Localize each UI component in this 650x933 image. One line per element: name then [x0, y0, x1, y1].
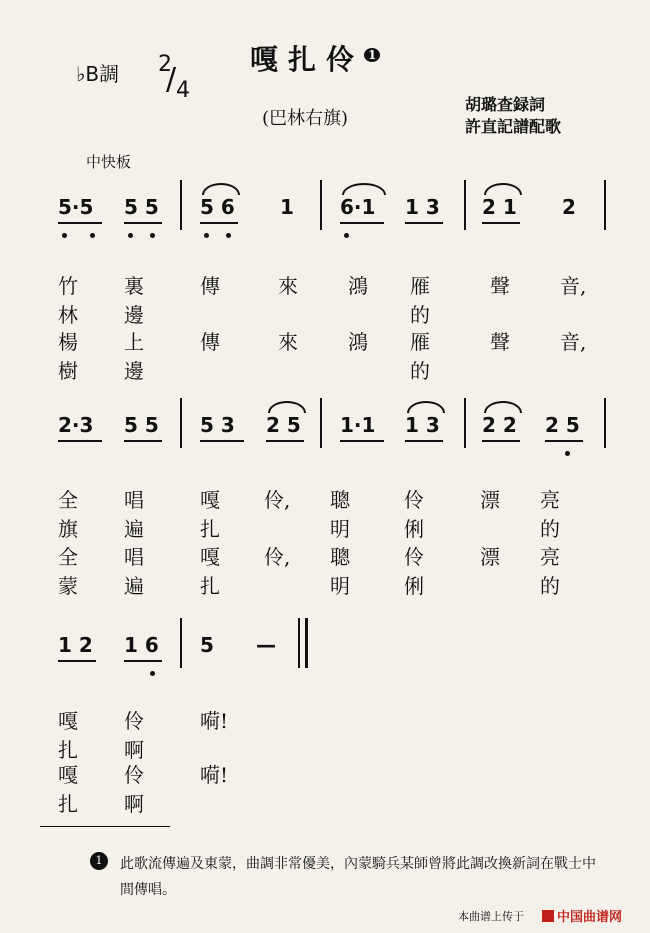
- site-name: 中国曲谱网: [557, 910, 623, 925]
- lyric-syllable: 嗬!: [200, 763, 229, 787]
- bar-line: [180, 180, 182, 230]
- credits-lyricist: 胡璐查録詞: [465, 95, 546, 114]
- note-group: 2 2: [482, 413, 517, 437]
- lyric-syllable: 伶啊: [124, 763, 144, 816]
- lyric-syllable: 聰明: [330, 545, 350, 598]
- note-group: —: [256, 633, 276, 657]
- octave-dot: [226, 233, 231, 238]
- lyric-syllable: 來: [278, 274, 298, 298]
- bar-line: [604, 398, 606, 448]
- time-slash: /: [166, 62, 177, 97]
- octave-dot: [62, 233, 67, 238]
- bar-line: [180, 618, 182, 668]
- lyric-syllable: 聰明: [330, 488, 350, 541]
- note-group: 2 5: [266, 413, 301, 437]
- lyric-syllable: 嘎扎: [58, 709, 78, 762]
- beam: [124, 660, 162, 662]
- lyric-syllable: 伶啊: [124, 709, 144, 762]
- beam: [340, 440, 384, 442]
- note-group: 1 3: [405, 195, 440, 219]
- lyric-syllable: 鴻: [348, 330, 368, 354]
- note-group: 2·3: [58, 413, 94, 437]
- octave-dot: [90, 233, 95, 238]
- beam: [266, 440, 304, 442]
- slur: [342, 183, 386, 195]
- note-group: 6·1: [340, 195, 376, 219]
- note-group: 5: [200, 633, 214, 657]
- lyric-syllable: 伶俐: [404, 545, 424, 598]
- beam: [124, 222, 162, 224]
- title-text: 嘎扎伶: [250, 43, 365, 76]
- bar-line: [464, 180, 466, 230]
- credits-arranger: 許直記譜配歌: [465, 117, 562, 136]
- octave-dot: [204, 233, 209, 238]
- bar-line: [604, 180, 606, 230]
- note-group: 1 2: [58, 633, 93, 657]
- beam: [482, 440, 520, 442]
- slur: [484, 183, 522, 195]
- lyric-syllable: 雁的: [410, 330, 430, 383]
- lyric-syllable: 傳: [200, 330, 220, 354]
- lyric-syllable: 上邊: [124, 330, 144, 383]
- lyric-syllable: 竹林: [58, 274, 78, 327]
- note-group: 5 5: [124, 413, 159, 437]
- note-group: 5 5: [124, 195, 159, 219]
- lyric-syllable: 伶,: [264, 545, 291, 569]
- lyric-syllable: 來: [278, 330, 298, 354]
- octave-dot: [150, 671, 155, 676]
- beam: [200, 222, 238, 224]
- note-group: 2 1: [482, 195, 517, 219]
- beam: [340, 222, 384, 224]
- bar-line: [464, 398, 466, 448]
- lyric-syllable: 亮的: [540, 545, 560, 598]
- note-group: 1: [280, 195, 294, 219]
- bar-line: [320, 398, 322, 448]
- lyric-syllable: 雁的: [410, 274, 430, 327]
- lyric-syllable: 嘎扎: [200, 488, 220, 541]
- lyric-syllable: 漂: [480, 545, 500, 569]
- subtitle: (巴林右旗): [262, 108, 349, 129]
- footnote-ref: 1: [364, 48, 380, 62]
- key-signature: ♭B調: [76, 62, 120, 86]
- lyric-syllable: 嘎扎: [200, 545, 220, 598]
- lyric-syllable: 音,: [560, 330, 587, 354]
- beam: [58, 660, 96, 662]
- lyric-syllable: 傳: [200, 274, 220, 298]
- lyric-syllable: 嗬!: [200, 709, 229, 733]
- beam: [58, 440, 102, 442]
- lyric-syllable: 唱遍: [124, 545, 144, 598]
- octave-dot: [128, 233, 133, 238]
- octave-dot: [565, 451, 570, 456]
- beam: [200, 440, 244, 442]
- time-signature: [158, 52, 190, 103]
- beam: [545, 440, 583, 442]
- lyric-syllable: 伶俐: [404, 488, 424, 541]
- lyric-syllable: 聲: [490, 330, 510, 354]
- bar-line: [298, 618, 300, 668]
- octave-dot: [344, 233, 349, 238]
- footnote-divider: [40, 826, 170, 827]
- lyric-syllable: 楊樹: [58, 330, 78, 383]
- lyric-syllable: 漂: [480, 488, 500, 512]
- beam: [405, 222, 443, 224]
- slur: [202, 183, 240, 195]
- upload-note: 本曲谱上传于: [458, 910, 524, 923]
- note-group: 2 5: [545, 413, 580, 437]
- beam: [405, 440, 443, 442]
- time-denominator: 4: [176, 78, 190, 103]
- beam: [482, 222, 520, 224]
- time-numerator: 2: [158, 52, 172, 77]
- footnote-text: 此歌流傳遍及東蒙，曲調非常優美，內蒙騎兵某師曾將此調改換新詞在戰士中間傳唱。: [120, 856, 596, 898]
- final-bar-line: [305, 618, 308, 668]
- note-group: 1 3: [405, 413, 440, 437]
- note-group: 1·1: [340, 413, 376, 437]
- bar-line: [320, 180, 322, 230]
- beam: [58, 222, 102, 224]
- beam: [124, 440, 162, 442]
- footnote-marker: 1: [90, 852, 108, 870]
- lyric-syllable: 聲: [490, 274, 510, 298]
- tempo-marking: 中快板: [86, 153, 132, 171]
- lyric-syllable: 音,: [560, 274, 587, 298]
- lyric-syllable: 全蒙: [58, 545, 78, 598]
- slur: [484, 401, 522, 413]
- lyric-syllable: 唱遍: [124, 488, 144, 541]
- logo-icon: [542, 910, 554, 922]
- song-title: [250, 38, 380, 78]
- slur: [407, 401, 445, 413]
- slur: [268, 401, 306, 413]
- note-group: 5·5: [58, 195, 94, 219]
- lyric-syllable: 伶,: [264, 488, 291, 512]
- lyric-syllable: 亮的: [540, 488, 560, 541]
- note-group: 2: [562, 195, 576, 219]
- credits: [465, 94, 561, 138]
- note-group: 1 6: [124, 633, 159, 657]
- note-group: 5 3: [200, 413, 235, 437]
- lyric-syllable: 嘎扎: [58, 763, 78, 816]
- site-logo[interactable]: [542, 906, 622, 925]
- bar-line: [180, 398, 182, 448]
- lyric-syllable: 全旗: [58, 488, 78, 541]
- lyric-syllable: 裏邊: [124, 274, 144, 327]
- note-group: 5 6: [200, 195, 235, 219]
- lyric-syllable: 鴻: [348, 274, 368, 298]
- octave-dot: [150, 233, 155, 238]
